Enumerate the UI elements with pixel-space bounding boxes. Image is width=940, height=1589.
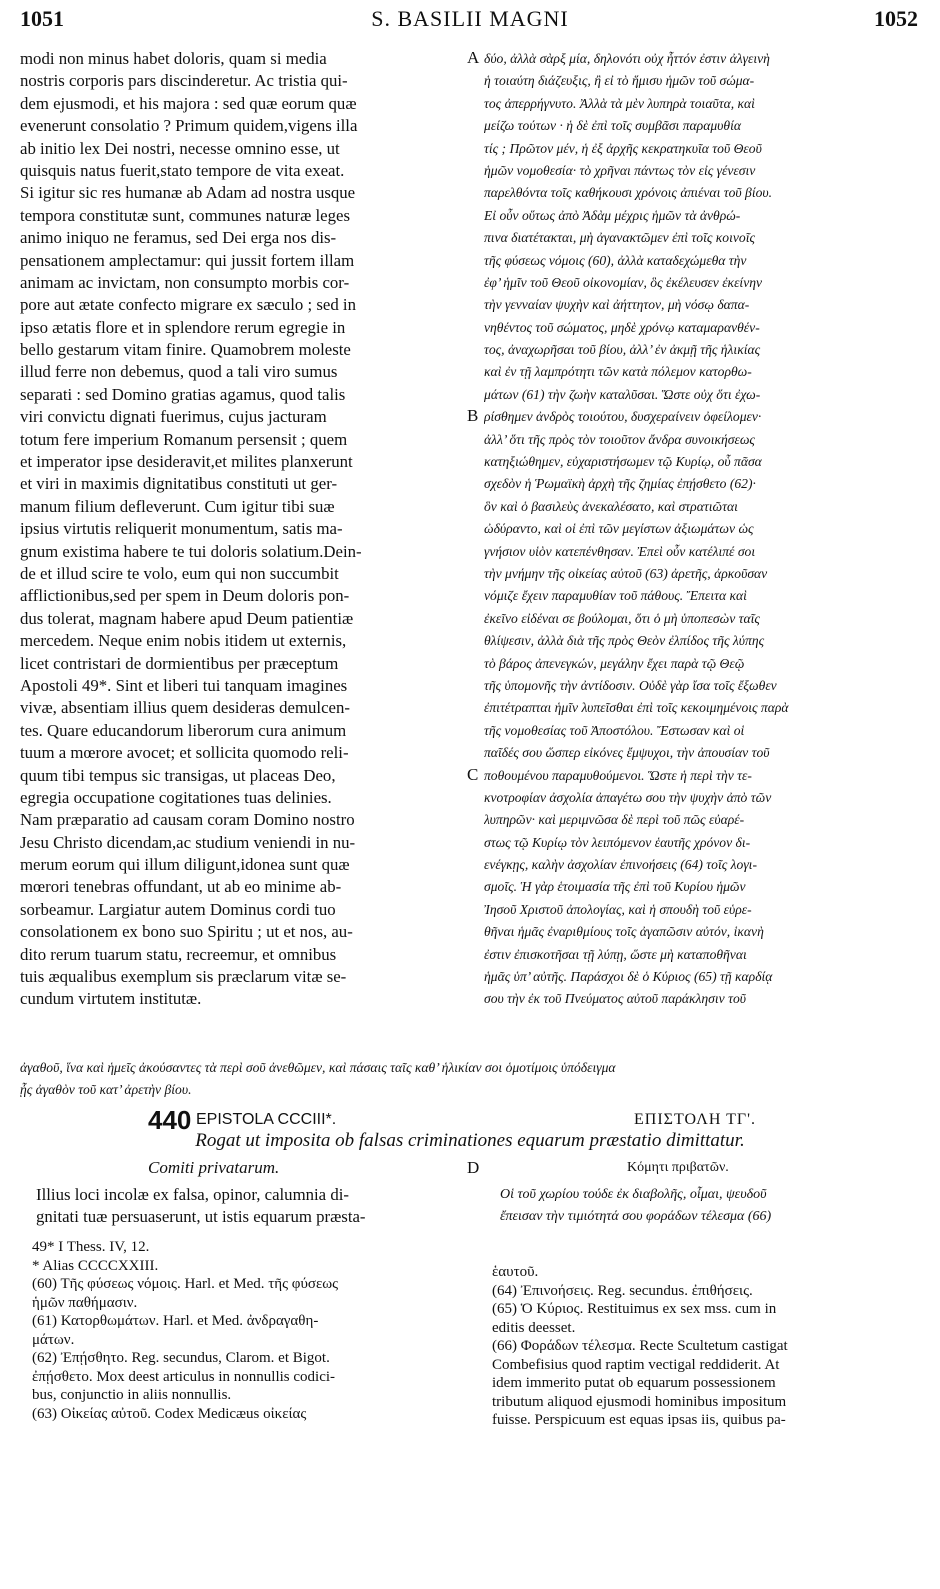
latin-text-line: et imperator ipse desideravit,et milites planxerunt bbox=[20, 452, 353, 472]
greek-text-line: ὃν καὶ ὁ βασιλεὺς ἀνεκαλέσατο, καὶ στρατιῶται bbox=[484, 498, 738, 514]
greek-text-line: τὸ βάρος ἀπενεγκών, μεγάλην ἔχει παρὰ τῷ Θεῷ bbox=[484, 655, 745, 671]
latin-address: Comiti privatarum. bbox=[148, 1158, 280, 1177]
footnote-line: * Alias CCCCXXIII. bbox=[32, 1257, 159, 1274]
latin-text-line: dus tolerat, magnam habere apud Deum patientiæ bbox=[20, 608, 354, 628]
greek-text-line: σμοῖς. Ἡ γὰρ ἑτοιμασία τῆς ἐπὶ τοῦ Κυρίου ἡμῶν bbox=[484, 879, 746, 895]
greek-text-line: ἐστιν ἐπισκοτῆσαι τῇ λύπῃ, ὥστε μὴ καταποθῆναι bbox=[484, 946, 747, 962]
latin-text-line: mercedem. Neque enim nobis itidem ut externis, bbox=[20, 631, 347, 651]
latin-text-line: totum fere imperium Romanum persensit ; quem bbox=[20, 429, 348, 449]
latin-text-line: ab initio lex Dei nostri, necesse omnino esse, ut bbox=[20, 138, 340, 158]
latin-text-line: nostris corporis pars discinderetur. Ac tristia qui- bbox=[20, 71, 348, 91]
latin-text-line: ipso ætatis flore et in splendore rerum egregie in bbox=[20, 317, 346, 337]
footnote-line: (61) Κατορθωμάτων. Harl. et Med. ἀνδραγαθη- bbox=[32, 1313, 319, 1329]
greek-text-line: καὶ ἐν τῇ λαμπρότητι τῶν κατὰ πόλεμον κατορθω- bbox=[484, 364, 752, 380]
footnotes-left bbox=[32, 1238, 472, 1423]
greek-text-line: ἔπεισαν τὴν τιμιότητά σου φοράδων τέλεσμα (66) bbox=[500, 1209, 772, 1225]
footnote-line: (62) Ἐπῄσθητο. Reg. secundus, Clarom. et Bigot. bbox=[32, 1350, 330, 1366]
greek-address: Κόμητι πριβατῶν. bbox=[627, 1160, 729, 1175]
greek-text-line: ἐπιτέτραπται ἡμῖν λυπεῖσθαι ἐπὶ τοῖς κεκοιμημένοις παρὰ bbox=[484, 700, 789, 716]
latin-text-line: quum tibi tempus sic transigas, ut placeas Deo, bbox=[20, 765, 336, 785]
footnote-line: bus, conjunctio in aliis nonnullis. bbox=[32, 1387, 232, 1403]
latin-text-line: Si igitur sic res humanæ ab Adam ad nostra usque bbox=[20, 183, 356, 203]
latin-text-line: tes. Quare educandorum liberorum cura animum bbox=[20, 720, 347, 740]
latin-text-line: Nam præparatio ad causam coram Domino nostro bbox=[20, 810, 355, 830]
latin-text-line: et viri in maximis dignitatibus constituti ut ger- bbox=[20, 474, 338, 494]
greek-text-line: ἡμᾶς ὑπ’ αὐτῆς. Παράσχοι δὲ ὁ Κύριος (65) τῇ καρδίᾳ bbox=[484, 969, 773, 985]
greek-text-line: θλίψεσιν, ἀλλὰ διὰ τῆς πρὸς Θεὸν ἐλπίδος τῆς λύπης bbox=[484, 633, 765, 649]
margin-letter-a: A bbox=[467, 48, 480, 67]
latin-text-line: illud ferre non debemus, quod a tali viro sumus bbox=[20, 362, 338, 382]
greek-text-line: πινα διατέτακται, μὴ ἀγανακτῶμεν ἐπὶ τοῖς κοινοῖς bbox=[484, 230, 755, 246]
greek-text-line: τος, ἀναχωρῆσαι τοῦ βίου, ἀλλ’ ἐν ἀκμῇ τῆς ἡλικίας bbox=[484, 342, 761, 358]
greek-text-line: τὴν γενναίαν ψυχὴν καὶ ἀήττητον, μὴ νόσῳ δαπα- bbox=[484, 297, 750, 313]
greek-text-line: νόμιζε ἔχειν παραμυθίαν τοῦ πάθους. Ἔπειτα καὶ bbox=[484, 588, 747, 604]
latin-text-line: Apostoli 49*. Sint et liberi tui tanquam imagines bbox=[20, 675, 348, 695]
latin-text-line: quisquis natus fuerit,stato tempore de vita exeat. bbox=[20, 160, 345, 180]
greek-text-line: σου τὴν ἐκ τοῦ Πνεύματος αὐτοῦ παράκλησιν τοῦ bbox=[484, 991, 746, 1007]
latin-text-line: ipsius virtutis reliquerit monumentum, satis ma- bbox=[20, 519, 343, 539]
epistle-greek-body bbox=[500, 1184, 926, 1229]
footnote-line: tributum aliquod ejusmodi hominibus impositum bbox=[492, 1393, 787, 1410]
greek-text-line: ἡμῶν νομοθεσία· τὸ χρῆναι πάντως τὸν εἰς γένεσιν bbox=[484, 162, 756, 178]
latin-text-line: mœrori tenebras offundant, ut ab eo minime ab- bbox=[20, 877, 342, 897]
latin-text-line: consolationem ex bono suo Spiritu ; ut et nos, au- bbox=[20, 922, 353, 942]
footnote-line: editis deesset. bbox=[492, 1319, 576, 1336]
greek-text-line: τὴν μνήμην τῆς οἰκείας αὐτοῦ (63) ἀρετῆς, ἀρκοῦσαν bbox=[484, 565, 768, 581]
greek-text-line: ἀγαθοῦ, ἵνα καὶ ἡμεῖς ἀκούσαντες τὰ περὶ σοῦ ἀνεθῶμεν, καὶ πάσαις ταῖς καθ’ ἡλικίαν σοι ὁμοτίμοις ὑπόδειγμα bbox=[20, 1060, 616, 1075]
greek-text-line: ἐκεῖνο εἰδέναι σε βούλομαι, ὅτι ὁ μὴ ὑποπεσὼν ταῖς bbox=[484, 610, 760, 626]
footnote-line: ἑαυτοῦ. bbox=[492, 1264, 539, 1280]
greek-text-line: Ἰησοῦ Χριστοῦ ἀπολογίας, καὶ ἡ σπουδὴ τοῦ εὑρε- bbox=[484, 901, 752, 917]
latin-text-line: pensationem amplectamur: qui jussit fortem illam bbox=[20, 250, 355, 270]
latin-text-line: licet contristari de dormientibus per præceptum bbox=[20, 653, 339, 673]
running-title: S. BASILII MAGNI bbox=[371, 6, 569, 31]
greek-text-line: ἀλλ’ ὅτι τῆς πρὸς τὸν τοιοῦτον ἄνδρα συνοικήσεως bbox=[484, 431, 755, 447]
greek-text-line: ἐφ’ ἡμῖν τοῦ Θεοῦ οἰκονομίαν, ὃς ἐκέλευσεν ἐκείνην bbox=[484, 274, 763, 290]
footnote-line: (63) Οἰκείας αὐτοῦ. Codex Medicæus οἰκείας bbox=[32, 1405, 307, 1422]
greek-text-line: ἡ τοιαύτη διάζευξις, ἢ εἰ τὸ ἥμισυ ἡμῶν τοῦ σώμα- bbox=[484, 73, 755, 89]
margin-letter-d: D bbox=[467, 1158, 480, 1177]
greek-text-line: μάτων (61) τὴν ζωὴν καταλῦσαι. Ὥστε οὐχ ὅτι ἐχω- bbox=[484, 386, 761, 402]
greek-text-line: Οἱ τοῦ χωρίου τούδε ἐκ διαβολῆς, οἶμαι, ψευδοῦ bbox=[500, 1187, 767, 1202]
greek-text-line: κνοτροφίαν ἀσχολία ἀπαγέτω σου τὴν ψυχὴν ἀπὸ τῶν bbox=[484, 789, 772, 805]
latin-text-line: gnitati tuæ persuaserunt, ut istis equarum præsta- bbox=[36, 1207, 366, 1227]
latin-text-line: dem ejusmodi, et his majora : sed quæ eorum quæ bbox=[20, 93, 357, 113]
greek-text-line: λυπηρῶν· καὶ μεριμνῶσα δὲ περὶ τοῦ πῶς εὐαρέ- bbox=[484, 812, 745, 828]
greek-text-line: ποθουμένου παραμυθούμενοι. Ὥστε ἡ περὶ τὴν τε- bbox=[484, 767, 752, 783]
footnote-line: μάτων. bbox=[32, 1331, 75, 1348]
latin-text-line: Illius loci incolæ ex falsa, opinor, calumnia di- bbox=[36, 1185, 349, 1204]
epistle-latin-title: EPISTOLA CCCIII*. bbox=[196, 1111, 337, 1128]
latin-text-line: evenerunt consolatio ? Primum quidem,vigens illa bbox=[20, 116, 358, 136]
latin-text-line: vivæ, absentiam illius quem desideras demulcen- bbox=[20, 698, 350, 718]
epistle-latin-body bbox=[36, 1184, 466, 1229]
latin-text-line: dito rerum tuarum statu, recreemur, et omnibus bbox=[20, 944, 337, 964]
latin-text-line: pore aut ætate confecto migrare ex sæculo ; sed in bbox=[20, 295, 356, 315]
greek-text-line: τῆς φύσεως νόμοις (60), ἀλλὰ καταδεχώμεθα τὴν bbox=[484, 252, 747, 268]
latin-text-line: Jesu Christo dicendam,ac studium veniendi in nu- bbox=[20, 832, 356, 852]
epistle-argument: Rogat ut imposita ob falsas criminationes equarum præstatio dimittatur. bbox=[195, 1130, 745, 1151]
latin-text-line: viri convictu dignati fuerimus, cujus jacturam bbox=[20, 407, 327, 427]
latin-text-line: gnum existima habere te tui doloris solatium.Dein- bbox=[20, 541, 362, 561]
latin-text-line: egregia occupatione cogitationes tuas delinies. bbox=[20, 787, 332, 807]
footnote-line: (60) Τῆς φύσεως νόμοις. Harl. et Med. τῆς φύσεως bbox=[32, 1276, 339, 1292]
greek-text-line: στως τῷ Κυρίῳ τὸν λειπόμενον ἑαυτῆς χρόνον δι- bbox=[484, 834, 751, 850]
full-width-continuation bbox=[20, 1057, 920, 1101]
latin-text-line: tuum a mœrore avocet; et sollicita quomodo reli- bbox=[20, 743, 349, 763]
epistle-greek-title: ΕΠΙΣΤΟΛΗ ΤΓ'. bbox=[634, 1111, 757, 1128]
footnote-line: (65) Ὁ Κύριος. Restituimus ex sex mss. cum in bbox=[492, 1301, 777, 1317]
greek-text-line: σχεδὸν ἡ Ῥωμαϊκὴ ἀρχὴ τῆς ζημίας ἐπῄσθετο (62)· bbox=[484, 476, 756, 492]
footnote-line: ἐπῄσθετο. Mox deest articulus in nonnullis codici- bbox=[32, 1368, 336, 1385]
greek-text-line: θῆναι ἡμᾶς ἐναριθμίους τοῖς ἀγαπῶσιν αὐτόν, ἱκανὴ bbox=[484, 924, 764, 940]
greek-column bbox=[484, 48, 926, 1011]
greek-text-line: τίς ; Πρῶτον μέν, ἡ ἐξ ἀρχῆς κεκρατηκυῖα τοῦ Θεοῦ bbox=[484, 140, 762, 156]
greek-text-line: γνήσιον υἱὸν κατεπένθησαν. Ἐπεὶ οὖν κατέλιπέ σοι bbox=[484, 543, 756, 559]
latin-text-line: animo iniquo ne feramus, sed Dei erga nos dis- bbox=[20, 228, 337, 248]
footnote-line: 49* I Thess. IV, 12. bbox=[32, 1239, 150, 1255]
latin-text-line: tempora constitutæ sunt, communes naturæ leges bbox=[20, 205, 350, 225]
greek-text-line: μείζω τούτων · ἡ δὲ ἐπὶ τοῖς συμβᾶσι παραμυθία bbox=[484, 118, 741, 134]
margin-letter-c: C bbox=[467, 765, 479, 784]
footnote-line: (66) Φοράδων τέλεσμα. Recte Scultetum castigat bbox=[492, 1338, 788, 1354]
latin-text-line: bello gestarum vitam finire. Quamobrem moleste bbox=[20, 340, 351, 360]
latin-text-line: afflictionibus,sed per spem in Deum doloris pon- bbox=[20, 586, 350, 606]
margin-letter-b: B bbox=[467, 406, 479, 425]
greek-text-line: παῖδές σου ὥσπερ εἰκόνες ἔμψυχοι, τὴν ἀπουσίαν τοῦ bbox=[484, 745, 770, 761]
latin-column bbox=[20, 48, 465, 1011]
latin-text-line: separati : sed Domino gratias agamus, quod talis bbox=[20, 384, 346, 404]
page-number-right: 1052 bbox=[874, 6, 918, 31]
greek-text-line: παρελθόντα τοῖς καθήκουσι χρόνοις ἀπιέναι τοῦ βίου. bbox=[484, 185, 773, 201]
footnote-line: idem immerito putat ob equarum possessionem bbox=[492, 1375, 776, 1391]
greek-text-line: κατηξιώθημεν, εὐχαριστήσωμεν τῷ Κυρίῳ, οὗ πᾶσα bbox=[484, 454, 762, 470]
greek-text-line: ὠδύραντο, καὶ οἱ ἐπὶ τῶν μεγίστων ἀξιωμάτων ὡς bbox=[484, 521, 754, 537]
greek-text-line: ρίσθημεν ἀνδρὸς τοιούτου, δυσχεραίνειν ὀφείλομεν· bbox=[484, 409, 762, 425]
footnote-line: Combefisius quod raptim vectigal reddiderit. At bbox=[492, 1356, 780, 1373]
greek-text-line: δύο, ἀλλὰ σὰρξ μία, δηλονότι οὐχ ἧττόν ἐστιν ἀλγεινὴ bbox=[484, 51, 770, 66]
latin-text-line: manum filium defleverunt. Cum igitur tibi suæ bbox=[20, 496, 335, 516]
latin-text-line: modi non minus habet doloris, quam si media bbox=[20, 49, 327, 68]
greek-text-line: τῆς νομοθεσίας τοῦ Ἀποστόλου. Ἔστωσαν καὶ οἱ bbox=[484, 722, 745, 738]
latin-text-line: merum eorum qui illum diligunt,idonea sunt quæ bbox=[20, 855, 350, 875]
footnote-line: (64) Ἐπινοήσεις. Reg. secundus. ἐπιθήσεις. bbox=[492, 1282, 753, 1299]
greek-text-line: τῆς ὑπομονῆς τὴν ἀντίδοσιν. Οὐδὲ γὰρ ἴσα τοῖς ἔξωθεν bbox=[484, 677, 777, 693]
page-number-left: 1051 bbox=[20, 6, 64, 31]
latin-text-line: cundum virtutem institutæ. bbox=[20, 989, 202, 1009]
latin-text-line: tuis æqualibus exemplum sis præclarum vitæ se- bbox=[20, 967, 347, 987]
footnote-line: fuisse. Perspicuum est equas ipsas iis, quibus pa- bbox=[492, 1412, 786, 1428]
greek-text-line: νηθέντος τοῦ σώματος, μηδὲ χρόνῳ καταμαρανθέν- bbox=[484, 319, 760, 335]
latin-text-line: animam ac invictam, non consumpto morbis cor- bbox=[20, 272, 350, 292]
footnotes-right bbox=[492, 1263, 926, 1430]
epistle-number: 440 bbox=[148, 1105, 192, 1135]
greek-text-line: ᾖς ἀγαθὸν τοῦ κατ’ ἀρετὴν βίου. bbox=[20, 1082, 192, 1097]
latin-text-line: sorbeamur. Largiatur autem Dominus cordi tuo bbox=[20, 899, 336, 919]
greek-text-line: τος ἀπερρήγνυτο. Ἀλλὰ τὰ μὲν λυπηρὰ τοιαῦτα, καὶ bbox=[484, 95, 755, 111]
greek-text-line: Εἰ οὖν οὕτως ἀπὸ Ἀδὰμ μέχρις ἡμῶν τὰ ἀνθρώ- bbox=[484, 207, 741, 223]
greek-text-line: ενέγκῃς, καλὴν ἀσχολίαν ἐπινοήσεις (64) τοῖς λογι- bbox=[484, 857, 757, 873]
footnote-line: ἡμῶν παθήμασιν. bbox=[32, 1294, 138, 1311]
latin-text-line: de et illud scire te volo, eum qui non succumbit bbox=[20, 563, 339, 583]
